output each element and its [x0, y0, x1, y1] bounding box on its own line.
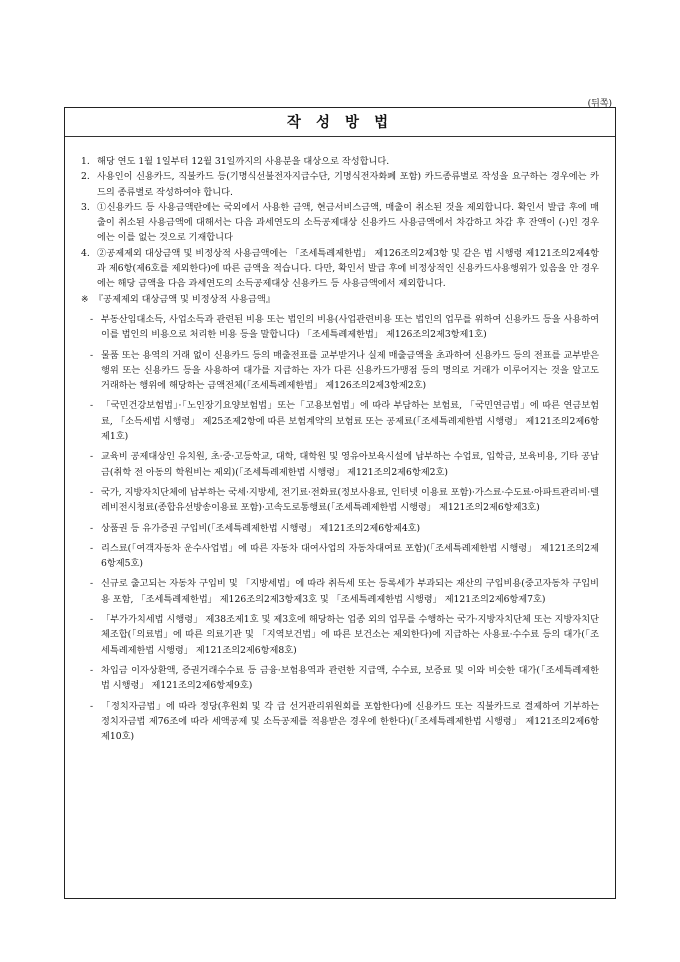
note-bullet: [81, 576, 599, 607]
note-bullet: [81, 521, 599, 536]
instruction-item: [81, 200, 599, 246]
bullet-text: 리스료(「여객자동차 운수사업법」에 따른 자동차 대여사업의 자동차대여료 포함)(「조세특례제한법 시행령」 제121조의2제6항제5호): [101, 542, 599, 570]
note-bullet: [81, 449, 599, 480]
item-text: 사용인이 신용카드, 직불카드 등(기명식선불전자지급수단, 기명식전자화폐 포함) 카드종류별로 작성을 요구하는 경우에는 카드의 종류별로 작성하여야 합니다.: [97, 171, 599, 198]
note-title: 『공제제외 대상금액 및 비정상적 사용금액』: [94, 293, 275, 305]
page-side-note: (뒤쪽): [587, 99, 612, 109]
bullet-text: 「부가가치세법 시행령」 제38조제1호 및 제3호에 해당하는 업종 외의 업무를 수행하는 국가·지방자치단체 또는 지방자치단체조합(「의료법」에 따른 의료기관 및 「지역보건법」에 따른 보건소는 제외한다)에 지급하는 사용료·수수료 등의 대가(「조세특례제한법 시행령」 제121조의2제6항제8호): [101, 614, 599, 656]
instruction-item: [81, 246, 599, 292]
dash-marker: -: [90, 522, 94, 534]
note-bullet: [81, 541, 599, 572]
item-number: 1.: [81, 156, 90, 167]
bullet-text: 신규로 출고되는 자동차 구입비 및 「지방세법」에 따라 취득세 또는 등록세가 부과되는 재산의 구입비용(중고자동차 구입비용 포함, 「조세특례제한법」 제126조의2제3항제3호 및 「조세특례제한법 시행령」 제121조의2제6항제7호): [101, 578, 599, 605]
bullet-text: 부동산임대소득, 사업소득과 관련된 비용 또는 법인의 비용(사업관련비용 또는 법인의 업무를 위하여 신용카드 등을 사용하여 이를 법인의 비용으로 처리한 비용 등을 말합니다) 「조세특례제한법」 제126조의2제3항제1호): [101, 313, 599, 341]
dash-marker: -: [90, 614, 94, 626]
dash-marker: -: [90, 542, 94, 554]
note-bullet: [81, 663, 599, 694]
dash-marker: -: [90, 664, 94, 676]
bullet-text: 국가, 지방자치단체에 납부하는 국세·지방세, 전기료·전화료(정보사용료, 인터넷 이용료 포함)·가스료·수도료·아파트관리비·텔레비전시청료(종합유선방송이용료 포함)·고속도로통행료(「조세특례제한법 시행령」 제121조의2제6항제3호): [101, 486, 599, 514]
item-text: 해당 연도 1월 1일부터 12월 31일까지의 사용분을 대상으로 작성합니다.: [97, 156, 390, 167]
instructions-box: [64, 107, 616, 899]
dash-marker: -: [90, 578, 94, 590]
note-bullet: [81, 312, 599, 343]
item-number: 2.: [81, 171, 90, 183]
bullet-text: 「정치자금법」에 따라 정당(후원회 및 각 급 선거관리위원회를 포함한다)에 신용카드 또는 직불카드로 결제하여 기부하는 정치자금법 제76조에 따라 세액공제 및 소득공제를 적용받은 경우에 한한다)(「조세특례제한법 시행령」 제121조의2제6항제10호): [101, 700, 599, 743]
bullet-text: 상품권 등 유가증권 구입비(「조세특례제한법 시행령」 제121조의2제6항제4호): [101, 522, 421, 534]
item-number: 3.: [81, 201, 90, 213]
note-bullet: [81, 348, 599, 394]
dash-marker: -: [90, 700, 94, 712]
dash-marker: -: [90, 313, 94, 325]
instruction-item: [81, 154, 599, 169]
bullet-text: 물품 또는 용역의 거래 없이 신용카드 등의 매출전표를 교부받거나 실제 매출금액을 초과하여 신용카드 등의 전표를 교부받은 행위 또는 신용카드 등을 사용하여 대가를 지급하는 자가 다른 신용카드가맹점 등의 명의로 거래가 이루어지는 것을 알고도 거래하는 행위에 해당하는 금액전체(「조세특례제한법」 제126조의2제3항제2호): [101, 349, 599, 392]
item-text: ①신용카드 등 사용금액란에는 국외에서 사용한 금액, 현금서비스금액, 매출이 취소된 것을 제외합니다. 확인서 발급 후에 매출이 취소된 사용금액에 대해서는 다음 과세연도의 소득공제대상 신용카드 사용금액에서 차감하고 차감 후 잔액이 (-)인 경우에는 이를 없는 것으로 기재합니다: [97, 201, 599, 244]
title-divider: [65, 136, 615, 137]
note-bullet: [81, 398, 599, 444]
dash-marker: -: [90, 400, 94, 412]
dash-marker: -: [90, 486, 94, 498]
instruction-item: [81, 169, 599, 200]
instructions-content: [81, 154, 599, 744]
dash-marker: -: [90, 349, 94, 361]
item-number: 4.: [81, 247, 90, 259]
bullet-text: 교육비 공제대상인 유치원, 초·중·고등학교, 대학, 대학원 및 영유아보육시설에 납부하는 수업료, 입학금, 보육비용, 기타 공납금(취학 전 아동의 학원비는 제외)(「조세특례제한법 시행령」 제121조의2제6항제2호): [101, 451, 599, 478]
note-mark: ※: [81, 293, 89, 305]
note-heading: [81, 292, 599, 307]
page-title: 작 성 방 법: [286, 114, 394, 131]
note-bullet: [81, 485, 599, 516]
note-bullet: [81, 612, 599, 658]
bullet-text: 「국민건강보험법」·「노인장기요양보험법」또는「고용보험법」에 따라 부담하는 보험료, 「국민연금법」에 따른 연금보험료, 「소득세법 시행령」 제25조제2항에 따른 보험계약의 보험료 또는 공제료(「조세특례제한법 시행령」 제121조의2제6항제1호): [101, 400, 599, 443]
bullet-text: 차입금 이자상환액, 증권거래수수료 등 금융·보험용역과 관련한 지급액, 수수료, 보증료 및 이와 비슷한 대가(「조세특례제한법 시행령」 제121조의2제6항제9호): [101, 664, 599, 692]
note-bullet: [81, 699, 599, 745]
dash-marker: -: [90, 451, 94, 463]
item-text: ②공제제외 대상금액 및 비정상적 사용금액에는 「조세특례제한법」 제126조의2제3항 및 같은 법 시행령 제121조의2제4항과 제6항(제6호를 제외한다)에 따른 금액을 적습니다. 다만, 확인서 발급 후에 비정상적인 신용카드사용행위가 있음을 안 경우에는 해당 금액을 다음 과세연도의 소득공제대상 신용카드 등 사용금액에서 제외합니다.: [97, 247, 599, 290]
